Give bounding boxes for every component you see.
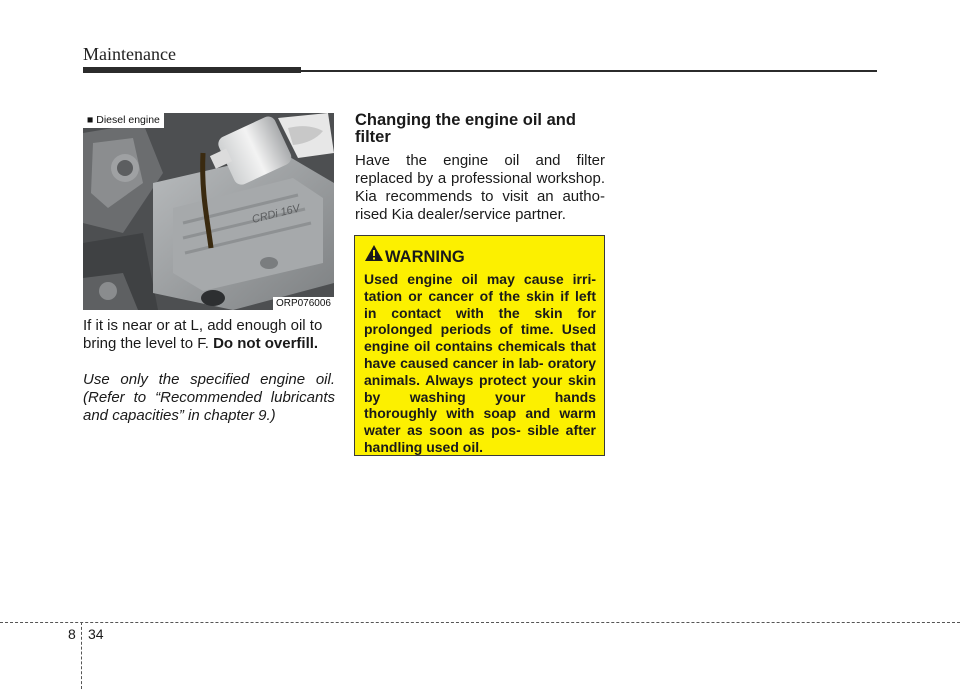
oil-level-emphasis: Do not overfill. bbox=[213, 335, 319, 352]
warning-box bbox=[354, 235, 605, 456]
page-section-title: Maintenance bbox=[83, 44, 176, 64]
footer-rule bbox=[0, 622, 960, 623]
header-rule-thick bbox=[83, 67, 301, 73]
section-heading: Changing the engine oil and filter bbox=[355, 111, 576, 146]
cover-lettering: CRDi 16V bbox=[250, 202, 302, 226]
figure-code: ORP076006 bbox=[273, 297, 334, 310]
engine-illustration bbox=[83, 113, 334, 310]
footer-divider bbox=[81, 622, 82, 689]
page-number: 34 bbox=[88, 626, 104, 642]
figure-tag: ■ Diesel engine bbox=[83, 113, 164, 128]
oil-level-text: If it is near or at L, add enough oil to bring the level to F. bbox=[83, 317, 323, 352]
oil-level-instruction bbox=[83, 317, 335, 353]
warning-triangle-icon bbox=[364, 244, 384, 262]
engine-oil-fill-photo bbox=[83, 113, 334, 310]
warning-title: WARNING bbox=[385, 248, 465, 266]
chapter-number: 8 bbox=[68, 626, 76, 642]
warning-text: Used engine oil may cause irri- tation or cancer of the skin if left in contact with the skin for prolonged periods of time. Used engine oil contains chemicals that have caused cancer in lab- oratory animals. Always protect your skin by washing your hands thoroughly with soap and warm water as soon as pos- sible after handling used oil. bbox=[364, 271, 596, 455]
oil-spec-note: Use only the specified engine oil. (Refer to “Recommended lubricants and capacities” in chapter 9.) bbox=[83, 371, 335, 424]
section-body: Have the engine oil and filter replaced by a professional workshop. Kia recommends to visit an autho- rised Kia dealer/service partner. bbox=[355, 152, 605, 223]
header-rule-thin bbox=[301, 70, 877, 72]
